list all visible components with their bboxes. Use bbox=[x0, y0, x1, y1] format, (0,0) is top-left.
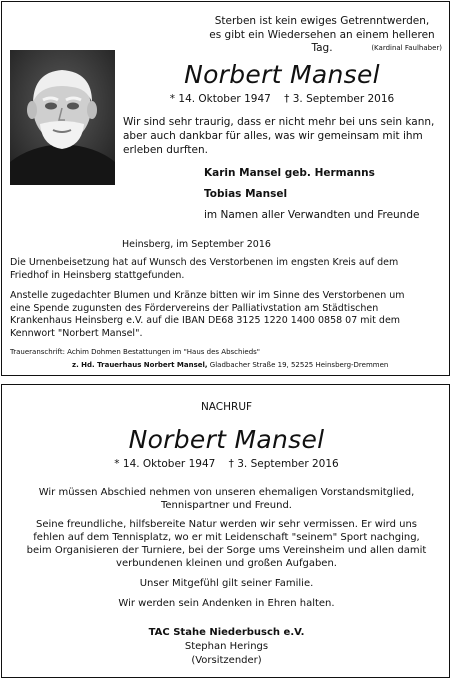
donation-paragraph bbox=[10, 290, 443, 340]
signer-role: (Vorsitzender) bbox=[191, 655, 262, 666]
obituary-heading: NACHRUF bbox=[200, 401, 253, 413]
obituary-paragraph: Wir werden sein Andenken in Ehren halten. bbox=[118, 598, 335, 609]
paragraph-line: Wir müssen Abschied nehmen von unseren ehemaligen Vorstandsmitglied, bbox=[38, 487, 415, 498]
club-name: TAC Stahe Niederbusch e.V. bbox=[148, 627, 305, 638]
family-member: Karin Mansel geb. Hermanns bbox=[204, 167, 375, 179]
paragraph-line: Anstelle zugedachter Blumen und Kränze bitten wir im Sinne des Verstorbenen um bbox=[10, 290, 405, 301]
quote-line: Sterben ist kein ewiges Getrenntwerden, bbox=[214, 15, 430, 27]
obituary-club bbox=[1, 384, 450, 678]
death-notice bbox=[1, 1, 450, 376]
paragraph-line: beim Organisieren der Turniere, bei der Sorge ums Vereinsheim und allen damit bbox=[26, 545, 427, 556]
obituary-paragraph bbox=[14, 486, 439, 512]
paragraph-line: Seine freundliche, hilfsbereite Natur werden wir sehr vermissen. Er wird uns bbox=[35, 519, 418, 530]
intro-text bbox=[123, 115, 443, 157]
address-rest: Gladbacher Straße 19, 52525 Heinsberg-Dremmen bbox=[207, 361, 389, 369]
intro-line: Wir sind sehr traurig, dass er nicht mehr bei uns sein kann, bbox=[123, 116, 435, 128]
deceased-name: Norbert Mansel bbox=[128, 425, 325, 454]
quote-author: (Kardinal Faulhaber) bbox=[371, 44, 442, 52]
paragraph-line: eine Spende zugunsten des Fördervereins der Palliativstation am Städtischen bbox=[10, 302, 379, 314]
portrait-photo bbox=[10, 50, 115, 185]
paragraph-line: Tennispartner und Freund. bbox=[161, 500, 292, 511]
mourning-address: Traueranschrift: Achim Dohmen Bestattungen im "Haus des Abschieds" bbox=[10, 348, 261, 356]
paragraph-line: fehlen auf dem Tennisplatz, wo er mit Leidenschaft "seinem" Sport nachging, bbox=[33, 532, 420, 543]
intro-line: erleben durften. bbox=[123, 144, 208, 156]
portrait-image bbox=[10, 50, 115, 185]
family-member: Tobias Mansel bbox=[204, 188, 288, 200]
paragraph-line: Kennwort "Norbert Mansel". bbox=[10, 327, 143, 339]
deceased-name: Norbert Mansel bbox=[184, 60, 380, 89]
life-dates: * 14. Oktober 1947 † 3. September 2016 bbox=[114, 458, 339, 470]
address-bold: z. Hd. Trauerhaus Norbert Mansel, bbox=[72, 361, 208, 369]
paragraph-line: Die Urnenbeisetzung hat auf Wunsch des Verstorbenen im engsten Kreis auf dem bbox=[10, 257, 399, 268]
obituary-paragraph bbox=[14, 518, 439, 570]
obituary-paragraph: Unser Mitgefühl gilt seiner Familie. bbox=[139, 578, 314, 589]
family-footer: im Namen aller Verwandten und Freunde bbox=[204, 209, 420, 221]
paragraph-line: Krankenhaus Heinsberg e.V. auf die IBAN DE68 3125 1220 1400 0858 07 mit dem bbox=[10, 315, 401, 326]
burial-paragraph bbox=[10, 257, 443, 282]
paragraph-line: Friedhof in Heinsberg stattgefunden. bbox=[10, 269, 185, 281]
paragraph-line: verbundenen kleinen und großen Aufgaben. bbox=[116, 558, 337, 569]
quote-line: es gibt ein Wiedersehen an einem helleren Tag. bbox=[209, 28, 435, 54]
place-date: Heinsberg, im September 2016 bbox=[122, 239, 271, 250]
mourning-address-2 bbox=[72, 361, 388, 369]
signer-name: Stephan Herings bbox=[184, 641, 269, 652]
intro-line: aber auch dankbar für alles, was wir gemeinsam mit ihm bbox=[123, 130, 423, 142]
life-dates: * 14. Oktober 1947 † 3. September 2016 bbox=[169, 93, 395, 105]
